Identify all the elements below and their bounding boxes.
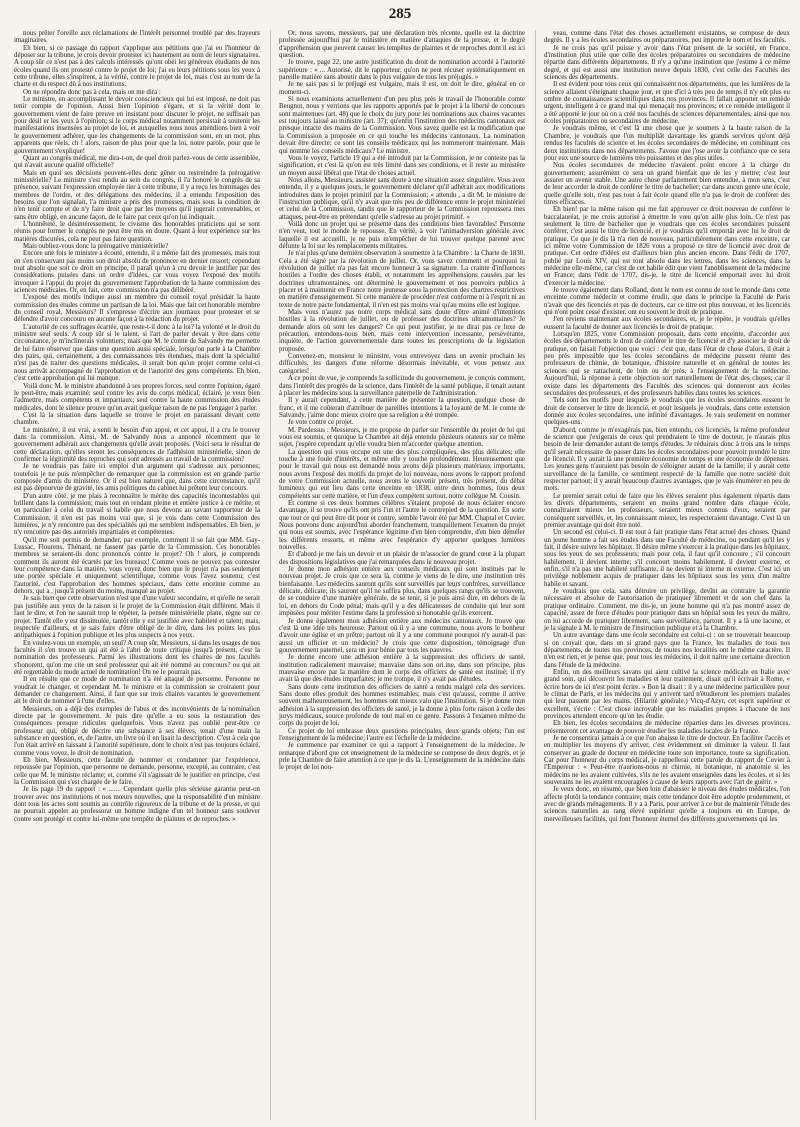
column-left [14,30,260,1120]
paragraph: L'exposé des motifs indique aussi un membre du conseil royal présidait la haute commission des études comme un partisan de la loi. Mais que fait cet honorable membre du conseil royal, Messieurs? Il s'empresse d'écrire aux journaux pour protester et se défendre d'avoir concouru en aucune façon à la rédaction du projet. [14,294,260,324]
paragraph: J'en reviens maintenant aux écoles secondaires, et, je le répète, je voudrais qu'elles eussent la faculté de donner aux licenciés le droit de pratique. [544,316,790,331]
paragraph: Or, nous savons, messieurs, par une déclaration très récente, quelle est la doctrine professée aujourd'hui par le ministère en matière d'attaques de la presse, et le degré d'appréhension que peuvent causer les tempêtes de plaintes et de reproches dont il est ici question. [279,30,525,60]
paragraph: Ce projet de loi embrasse deux questions principales, deux grands objets; l'un est l'enseignement de la médecine; l'autre est l'échelle de la médecine. [279,727,525,742]
column-right [535,30,790,1120]
paragraph: Mais vous n'aurez pas notre corps médical sans doute d'être animé d'intentions hostiles à la révolution de juillet, ou de professer des doctrines ultramontaines? Je demande alors où sont les dangers? Ce qui peut justifier, je ne dirai pas ce luxe de précaution, entendons-nous bien, mais cette intervention incessante, persévérante, inquiète, de l'action gouvernementale dans toutes les prescriptions de la législation proposée. [279,309,525,353]
paragraph: nous prêter l'oreille aux réclamations de l'intérêt personnel troublé par des frayeurs imaginaires. [14,30,260,45]
paragraph: Je n'ai plus qu'une dernière observation à soumettre à la Chambre : la Charte de 1830. Cela a été signé par la révolution de juillet. Or, vous savez comment et pourquoi la révolution de juillet n'a pas fait encore honneur à sa signature. La crainte d'influences hostiles a l'ordre des choses établi, et notamment les appréhensions causées par les doctrines ultramontaines, ont déterminé le gouvernement et nos pouvoirs publics à placer et à maintenir en France notre jeunesse sous la protection des chartres restrictives en matière d'enseignement. Si cette manière de procéder n'est conforme ni à l'esprit ni au texte de notre pacte fondamental, il n'en est pas moins vrai qu'au moins elle est logique. [279,250,525,309]
paragraph: Il est évident pour tous ceux qui connaissent nos départements, que les lumières de la science allaient s'éteignant chaque jour, et que d'ici à très peu de temps il n'y eût plus eu ombre de connaissances scientifiques dans nos provinces. Il fallait apporter un remède urgent, intelligent à ce grand mal qui menaçait nos provinces; et ce remède intelligent il a été apporté le jour où on a créé nos facultés de sciences départementales, ainsi que nos écoles préparatoires ou secondaires de médecine. [544,81,790,126]
paragraph: Le premier serait celui de faire que les élèves seraient plus également répartis dans les divers départements, seraient en moins grand nombre dans chaque école, connaîtraient mieux les professeurs, seraient mieux connus d'eux, seraient par conséquent surveillés, et, les connaissant mieux, les respecteraient davantage. C'est là un premier avantage qui doit être noté. [544,492,790,530]
paragraph: Voilà donc M. le ministre abandonné à ses propres forces, seul contre l'opinion, égaré le peut-être, mais examiné; seul contre les avis du corps médical, éclairé, je veux bien l'admettre, mais compétents et impartiaux; seul contre la haute commission des études médicales, dont le silence prouve qu'un avait quelque raison de ne pas l'engager à parler. [14,382,260,412]
paragraph: Je ne crois pas qu'il puisse y avoir dans l'état présent de la société, en France, d'institution plus utile que celle des écoles préparatoires ou secondaires de médecine répartie dans différents départements. Il n'y a qu'une institution que j'estime à ce même degré, et qui est aussi une institution neuve depuis 1830, c'est celle des Facultés des sciences des départements. [544,44,790,82]
paragraph: Je donne encore une adhésion entière à la suppression des officiers de santé, institution radicalement mauvaise; mauvaise dans son ori.ine, dans son principe, plus mauvaise encore par la manière dont le corps des officiers de santé est institué; il n'y avait là que des études imparfaites; je me trompe, il n'y avait pas d'études. [279,654,525,684]
paragraph: Je donne mon adhésion entière aux conseils médicaux qui sont institués par le nouveau projet. Je crois que ce sera là, comme je viens de le dire, une institution très bienfaisante. Les médecins sauront qu'ils sont surveillés par leurs confrères, surveillance délicate, délicate; ils sauront qu'il ne suffira plus, dans quelques rangs qu'ils se trouvent, de se conduire d'une manière générale, de se tenir, si je puis ainsi dire, en dehors de la loi, en dehors du Code pénal; mais qu'il y a des délicatesses de conduite qui leur sont imposées pour mériter l'estime dans la profession si honorable qu'ils exercent. [279,566,525,618]
paragraph: Et comme si ces deux hommes célèbres s'étaient proposé de nous éclairer encore davantage, il se trouve qu'ils ont pris l'un et l'autre le contrepied de la question. En sorte que tout ce qui peut être dit pour et contre, semble l'avoir été par MM. Chaptal et Cuvier. Nous pouvons donc aujourd'hui aborder franchement, tranquillement l'examen du projet qui nous est soumis, avec l'espérance légitime d'en bien comprendre, d'en bien déméler les différents ressorts, et même avec l'espérance d'y apporter quelques lumières nouvelles. [279,500,525,552]
paragraph: Eh bien, si ce passage du rapport s'applique aux pétitions que j'ai eu l'honneur de déposer sur la tribune, je crois devoir protester ici hautement au nom de leurs signataires. A coup sûr ce n'est pas à des calculs intéressés qu'ont obéi les généreux étudiants de nos écoles quand ils ont protesté contre le projet de loi; j'ai eu leurs pétitions sous les yeux à cette tribune, elles s'inspirent, à la vérité, contre le projet de loi, mais c'est au nom de la charte et du respect dû à nos institutions. [14,44,260,89]
paragraph: A ce point de vue, je comprends la sollicitude du gouvernement, je conçois comment, dans l'intérêt des progrès de la science, dans l'intérêt de la santé publique, il tenait autant à placer les médecins sous la surveillance paternelle de l'administration. [279,375,525,397]
paragraph: Voilà donc un projet qui se présente dans des conditions bien favorables! Personne n'en veut, tout le monde le repousse. En vérité, à voir l'animadversion générale avec laquelle il est accueilli, je ne puis m'empêcher de lui trouver quelque parenté avec défunte la loi sur les remplacements militaires. [279,220,525,250]
paragraph: Je veux donc, en résumé, que bien loin d'abaisser le niveau des études médicales, l'on affecte plutôt la tendance contraire; mais cette tendance doit être adoptée prudemment, et avec de grands ménagements. Il y a à Paris, pour arriver à ce but de maintenir l'étude des sciences naturelles au rang élevé supérieur qu'elle a toujours eu en Europe, de merveilleuses facilités, qui font l'honneur éternel des différens gouvernemens qui les [544,786,790,823]
paragraph: veau, comme dans l'état des choses actuellement existantes, se compose de deux degrés. Il y a les écoles secondaires ou préparatoires, peu importe le nom et les facultés. [544,30,790,45]
paragraph: Un second est celui-ci. Il est tout à fait pratique dans l'état actuel des choses. Quand un jeune homme a fait ses études dans une Faculté de médecine, ou pendant qu'il les y fait, il désire suivre les hôpitaux. Il désire même s'exercer à la pratique dans les hôpitaux, sous les yeux de ses professeurs; mais pour cela, il faut qu'il concoure ; s'il concourt habilement, il devient interne; s'il concourt moins habilement, il devient externe, et enfin, s'il n'a pas une habileté suffisante, il ne devient ni interne ni externe. C'est ici un privilège noblement acquis de pratiquer dans les hôpitaux sous les yeux d'un maître habile et savant. [544,529,790,588]
paragraph: Je trouve, page 22, une autre justification du droit de nomination accordé à l'autorité supérieure : « ... Autorisé, dit le rapporteur, qu'on ne peut récuser systématiquement en pareille matière sans aboutir dans le plus vulgaire de tous les préjugés. » [279,59,525,82]
paragraph: Je voudrais même, et c'est là une chose que je soumets à la haute raison de la Chambre, je voudrais que l'on multipliât davantage les grands services qu'ont déjà rendus les facultés de science et les écoles secondaires de médecine, en combinant ces deux institutions dans nos départements. J'avoue que j'ose avoir la confiance que ce sera pour eux une source de lumières très puissantes et des plus utiles. [544,125,790,162]
paragraph: Vous le voyez, l'article 19 qui a été introduit par la Commission, je ne conteste pas la signification, et c'est là qu'on est très limité dans ses conditions, et il reste au ministère un moyen aussi libéral que l'état de choses actuel. [279,154,525,177]
paragraph: Sans doute cette institution des officiers de santé a rendu malgré cela des services. Sans doute elles produit des hommes estimables; mais c'est qu'aussi, comme il arrive souvent malheureusement, les hommes ont mieux valu que l'institution. Si je donne mon adhésion à la suppression des officiers de santé, je la donne à plus forte raison à celle des jurys médicaux, source profonde de tout mal en ce genre. Passons à l'examen même du corps du projet de loi. [279,683,525,728]
page-number: 285 [388,6,412,22]
paragraph: Il y aurait cependant, à cette manière de présenter la question, quelque chose de franc, et il me coûterait d'attribuer de pareilles intentions à la loyauté de M. le comte de Salvandy, j'aime donc mieux croire que sa religion a été trompée. [279,397,525,419]
paragraph: Convenez-en, monsieur le ministre, vous entrevoyez dans un avenir prochain les difficultés, les dangers d'une réforme désormais inévitable, et vous pensez aux catégories! [279,353,525,375]
text-columns [14,30,790,1120]
paragraph: Qu'il me soit permis de demander, par exemple, comment il se fait que MM. Gay-Lussac, Flourens, Thénard, ne fassent pas partie de la Commission. Ces honorables membres se seraient-ils donc prononcés contre le projet? Oh ! alors, je comprends comment ils auront été écartés par les bureaux! Comme vous ne pouvez pas contester leur compétence dans la matière, vous voyez donc bien que le projet n'a pas seulement une portée spéciale et uniquement scientifique, comme vous l'avez soutenu; c'est l'autorité, c'est l'approbation des hommes spéciaux, dans cette enceinte comme au dehors, qui a , jusqu'à présent du moins, manqué au projet. [14,536,260,596]
paragraph: Eh bien, Messieurs, cette faculté de nommer et condamner par l'expérience, repoussée par l'opinion, que personne ne demande, personne, excepté, au contraire, c'est celle que M. le ministre réclame; et, comme s'il s'agissait de le justifier en principe, c'est la Commission qui s'est chargée de le faire. [14,757,260,787]
paragraph: L'honnêteté, le désintéressement, le civisme des honorables praticiens qui se sont réunis pour former le congrès ne peut être mis en doute. Quant à leur expérience sur les matières discutées, cela ne peut pas faire question. [14,220,260,243]
paragraph: Un autre avantage dans une école secondaire est celui-ci : on se trouverait beaucoup si on croyait que, dans un si grand pays que la France, les maladies de tous nos départements, de toutes nos provinces, de toutes nos localités ont le même caractère. Il n'en est rien, et je pense que, pour tous les médecins, il doit naître une certaine direction dans l'étude de la médecine. [544,632,790,669]
paragraph: La question qui vous occupe est une des plus compliquées, des plus délicates; elle touche à une foule d'intérêts, et même elle y touche profondément. Heureusement que pour le travail qui nous est demandé nous avons déjà plusieurs matériaux importants, nous avons l'exposé des motifs du projet de loi nouveau, nous avons le rapport profond de votre Commission actuelle, nous avons le souvenir présent, très présent, du débat lumineux qui eut lieu dans cette enceinte en 1838, entre deux hommes, tous deux compétents sur cette matière, et l'un d'eux compétent surtout, notre collègue M. Cousin. [279,448,525,500]
paragraph: Et d'abord je me fais un devoir et un plaisir de m'associer de grand cœur à la plupart des dispositions législatives que j'ai remarquées dans le nouveau projet. [279,551,525,566]
paragraph: Enfin, un des meilleurs savans qui aient cultivé la science médicale en Italie avec grand soin, qui découvrit les maladies et leur traitement, disait qu'il écrivait à Rome, « écrire hors de ici n'est point écrire. » Bon là disait : il y a une médecine particulière pour le climat de Paris, et les médecins qui y arrivent tard n'étudieront les premiers malades qui leur passent par les mains. (Hilarité générale.) Vicq-d'Azyr, cet esprit supérieur et excellent, s'écrie : C'est chose incroyable que les maladies propres à chacune de nos provinces attendent encore qu'on les étudie. [544,668,790,720]
paragraph: Je trouve également dans Rolland, dont le nom est connu de tout le monde dans cette enceinte comme médecin et comme érudit, que dans le principe la Faculté de Paris n'avait que des licenciés et pas de docteurs, car ce titre est plus nouveau, et les licenciés qui n'ont point cessé d'exister, ont eu souvent le droit de pratique. [544,287,790,317]
paragraph: Mais en quoi ses décisions peuvent-elles donc gêner ou restreindre la prérogative ministérielle? Le ministre s'est rendu au sein du congrès, il l'a honoré le congrès de sa présence, suivant l'expression employée tier à cette tribune, il y a reçu les hommages des membres de l'ordre, et des délégations des médecins, il a entendu l'exposition des besoins que l'on signalait, l'a ministre a pris des promesses, mais sous la condition de n'en tenir compte et de n'y faire droit que par les moyens qu'il jugerait convenables, et sans être obligé, en aucune façon, de le faire par ceux qu'on lui indiquait. [14,169,260,221]
paragraph: L'autorité de ces suffrages écartée, que reste-t-il donc à la loi? la volonté et le droit du ministre seul seuls. A coup sûr si le talent, si l'art de parler devait y être dans cette circonstance, je m'inclinerais volontiers; mais que M. le comte de Salvandy me permette de lui faire observer que dans une question aussi spéciale, lorsqu'on parle à la Chambre des pairs, qui, certainement, a des connaissances très étendues, mais dont la spécialité n'est pas de traiter des questions médicales, il serait bon qu'un projet comme celui-ci nous arrivât accompagné de l'approbation et de l'autorité des gens compétents. Eh bien, c'est cette approbation qui lui manque. [14,323,260,383]
paragraph: Encore une fois le ministre a écouté, entendu, il a même fait des promesses, mais tout en s'en conservant pas moins son droit absolu de prononcer en dernier ressort; cependant tout absolu que soit ce droit en principe, il paraît qu'un à cru devoir le justifier par des considérations puisées dans un ordre d'idées, car vous voyez l'exposé des motifs invoquer à l'appui du projet du gouvernement l'approbation de la haute commission des sciences médicales. Or, en fait, cette commission n'a pas délibéré. [14,250,260,295]
paragraph: Je lis page 19 du rapport : « ....... Cependant quelle plus sérieuse garantie peut-on trouver avec nos institutions et nos mœurs nouvelles, que la responsabilité d'un ministre dont tous les actes sont soumis au contrôle rigoureux de la tribune et de la presse, et qui ne pourrait appeler au professorat un homme indigne d'un tel honneur sans soulever contre son protégé et contre lui-même une tempête de plaintes et de reproches. » [14,786,260,823]
paragraph: Nos écoles secondaires de médecine n'avaient point encore à la charge du gouvernement; assurément ce sera un grand bienfait que de les y mettre; c'est leur assurer un avenir stable. Une autre chose parfaitement bien entendue, à mon sens, c'est de leur accorder le droit de conférer le titre de bachelier; car dans aucun genre une école, quelle qu'elle soit, n'est pas tout à fait école quand elle n'a pas le droit de conférer des titres efficaces. [544,162,790,206]
paragraph: C'est là la situation dans laquelle se trouve le projet en paraissant devant cette chambre. [14,411,260,427]
paragraph: Si nous examinions actuellement d'un peu plus près le travail de l'honorable comte Beugnot, nous y verrions que les rapports apportés par le projet à la liberté de concours sont maintenues (art. 48) que le choix du jury pour les nominations aux chaires vacantes est toujours laissé au ministre (art. 37); qu'enfin l'institution des médecins cantonaux est presque intacte des mains de la Commission. Vous savez quelle est la modification que la Commission a proposée en ce qui touche les médecins cantonaux. La nomination devait être directe; ce sont les conseils médicaux qui les nommeront maintenant. Mais qui nomme les conseils médicaux? Le ministre. [279,96,525,155]
paragraph: Mais oubliez-vous donc la prérogative ministérielle? [23,242,169,250]
paragraph: Messieurs, on a déjà des exemples de l'abus et des inconvénients de la nomination directe par le gouvernement. Je puis dire qu'elle a eu sous la restauration des conséquences presque ridicules quelquefois. Vous n'avez pas oublié peut-être ce professeur qui, obligé de décrire une substance à ses élèves, tenait d'une main la substance en question, et, de l'autre, un livre où il en lisait la description. C'est à cela que l'on était arrivé en laissant à l'autorité supérieure, dont le choix n'est pas toujours éclairé, comme vous voyez, le droit de nomination. [14,705,260,757]
paragraph: D'un autre côté, je me plais à reconnaître le mérite des capacités incontestables qui brillent dans la commission; mais tout en rendant pleine et entière justice à ce mérite, et en particulier à celui du travail si habile que nous devons au savant rapporteur de la Commission, il n'en est pas moins vrai que, si je vois dans cette Commission des lumières, je n'y rencontre pas des spécialités qui me semblent indispensables. Eh bien, je n'y rencontre pas des autorités impartiales et compétentes. [14,492,260,537]
paragraph: Nous allons, Messieurs, assister sans doute à une situation assez singulière. Vous avez entendu, il y a quelques jours, le gouvernement déclarer qu'il adhérait aux modifications introduites dans le projet primitif par la Commission; « attendu , a dit M. le ministre de l'instruction publique, qu'il n'y avait que très peu de différence entre le projet ministériel et celui de la Commission, tandis que le rapporteur de la Commission repoussera mes attaques, peut-être en prétendant qu'elle s'adresse au projet primitif. » [279,176,525,221]
paragraph: Il en résulte que ce mode de nomination n'a été attaqué de personne. Personne ne voudrait le changer, et cependant M. le ministre et la commission se croiraient pour demander ce changement. Ainsi, il faut que sur trois chaires vacantes le gouvernement ait le droit de nommer à l'une d'elles. [14,676,260,706]
paragraph: Lorsqu'en 1825, votre Commission proposait, dans cette enceinte, d'accorder aux écoles des départements le droit de conférer le titre de licencié et d'y associer le droit de pratique, on faisait l'objection que voici : c'est que, dans l'état de chose d'alors, il était à peu près impossible que les écoles secondaires de médecine pussent réunir des professeurs de chimie, de botanique, d'histoire naturelle et en général de toutes les sciences qui se rattachent, de loin ou de près, à l'enseignement de la médecine. Aujourd'hui, la réponse à cette objection sort naturellement de l'état des choses; car il existe dans les départements des Facultés des sciences qui donneront aux écoles secondaires des professeurs, et des professeurs habiles dans toutes les sciences. [544,331,790,397]
paragraph: Tels sont les motifs pour lesquels je voudrais que les écoles secondaires eussent le droit de conserver le titre de licencié, et pour lesquels je voudrais, dans cette extension donnée aux écoles secondaires, une infinité d'avantages. Je vais seulement en nommer quelques-uns. [544,397,790,427]
paragraph: Je ne sais pas si le préjugé est vulgaire, mais il est, on doit le dire, général en ce moment-ci. [279,81,525,96]
paragraph: Le ministre, en accomplissant le devoir consciencieux qui lui est imposé, ne doit pas tenir compte de l'opinion. Aussi bien l'opinion s'égare, et si la vérité dont le gouvernement vient de faire preuve en insistant pour discuter le projet, ne suffisait pas pour désil er les yeux à l'opinion; si le corps médical notamment persistait à soutenir les manifestations insensées au projet de loi, et auxquelles nous nous attendions bien à voir le gouvernement adhérer, que les changements de la commission sont, en un mot, plus apparents que réels, ch ! alors, raison de plus pour que la loi, notre parole, pour que le gouvernement s'explique! [14,96,260,155]
paragraph: Je donne également mon adhésion entière aux médecins cantonaux. Je trouve que c'est là une idée très heureuse. Partout où il y a une commune, nous avons le bonheur d'avoir une église et un prêtre; partout où il y a une commune pourquoi n'y aurait-il pas aussi un officier et un médecin? Je crois que cette disposition, témoignage d'un gouvernement paternel, sera un jour bénie par tous les pauvres. [279,617,525,654]
paragraph: D'abord, comme je m'exagérais pas, bien entendu, ces licenciés, la même profondeur de science que j'exigerais de ceux qui prendraient le titre de docteur, je n'aurais plus besoin de leur demander autant de temps d'études. Je réduirais donc à trois ans le temps qu'il serait nécessaire de passer dans les écoles secondaires pour pouvoir prendre le titre de licencié. Il y aurait là une première économie de temps et une économie de dépenses. Les jeunes gens n'auraient pas besoin de s'éloigner autant de la famille; il y aurait cette surveillance de la famille, ce sentiment respecté de la famille que notre société doit respecter partout; il y aurait beaucoup d'autres avantages, que je vais énumérer en peu de mots. [544,426,790,493]
paragraph: On ne répondra donc pas à cela, mais on me dira : [23,88,161,96]
paragraph: Je vote contre ce projet. [288,419,354,427]
paragraph: Je voudrais que cela, sans détruire un privilège, devînt au contraire la garantie nécessaire et absolue de l'autorisation de pratiquer librement et de son chef dans la pratique ordinaire. Comment, me dis-je, un jeune homme qui n'a pas montré assez de capacité, assez de force d'études pour pratiquer dans un hôpital sous les yeux du maître, on lui accorde de pratiquer librement, sans surveillance, partout. Il y a là une lacune, et je la signale à M. le ministre de l'instruction publique et à la Chambre. [544,588,790,632]
paragraph: En voulez-vous un exemple, un seul? A coup sûr, Messieurs, si dans les usages de nos facultés il s'en trouve un qui ait été à l'abri de toute critique jusqu'à présent, c'est la nomination des professeurs. Parmi les illustrations dont les chaires de nos facultés s'honorent, qu'on me cite un seul professeur qui ait été nommé au concours? ou qui ait été regrettable du mode actuel de nomination! On ne le pourrait pas. [14,639,260,676]
paragraph: Quant au congrès médical, me dira-t-on, de quel droit parlez-vous de cette assemblée, qui n'avait aucune qualité officielle? [14,154,260,170]
paragraph: Eh bien! par la même raison qui me fait approuver ce droit nouveau de conférer le baccalauréat, je me crois autorisé à émettre le vœu qu'on aille plus loin. Ce n'est pas seulement le titre de bachelier que je voudrais que ces écoles secondaires puissent conférer, c'est aussi le titre de licencié, et je voudrais qu'il emportât avec lui le droit de pratique. Ce que je dis là n'a rien de nouveau, particulièrement dans cette enceinte, car ici même votre Commission de 1826 vous a proposé ce titre de licencié avec droit de pratique. Cet ordre d'idées est d'ailleurs bien plus ancien encore. Dans l'édit de 1707, publié par Louis XIV, qui est tout absolu dans les lettres, dans les sciences, dans la médecine elle-même, car c'est de cet habile édit que vient l'anoblissement de la médecine en France; dans l'édit de 1707, dis-je, le titre de licencié emportait avec lui droit d'exercer la médecine. [544,206,790,287]
paragraph: Je ne consentirai jamais à ce que l'on abaisse le titre de docteur. En faciliter l'accès et en multiplier les moyens d'y arriver, c'est évidemment en diminuer la valeur. Il faut conserver au grade de docteur en médecine toute son importance, toute sa signification. Car pour l'honneur du corps médical, je rappellerai cette parole du rapport de Cuvier à l'Empereur : « Peut-être n'aurions-nous ni chimie, ni botanique, ni anatomie si les médecins ne les avaient cultivées, s'ils ne les avaient enseignées dans les écoles, et si les souverains ne les avaient encouragées à cause de leurs rapports avec l'art de guérir. » [544,735,790,787]
paragraph: Le ministère, il est vrai, a senti le besoin d'un appui, et cet appui, il a cru le trouver dans la commission. Ainsi, M. de Salvandy nous a annoncé récemment que le gouvernement adhérait aux changements qu'elle avait proposés. (Voici sera le résultat de cette déclaration, qu'elles seront les conséquences de l'adhésion ministérielle, sinon de confirmer la légitimité des reproches qui sont adressés au travail de la commission? [14,426,260,463]
paragraph: Je ne voudrais pas faire ici emploi d'un argument qui s'adresse aux personnes; toutefois je ne puis m'empêcher de remarquer que la commission est en grande partie composée d'amis du ministère. Or il est bien naturel que, dans cette circonstance, qu'il est pas dépourvue de gravité, les amis politiques du cabinet lui prêtent leur concours. [14,463,260,493]
paragraph: Je commence par examiner ce qui a rapport à l'enseignement de la médecine. Je remarque d'abord que cet enseignement de la médecine se compose de deux degrés, et je prie la Chambre de faire attention à ce que je dis là. L'enseignement de la médecine dans le projet de loi nou- [279,742,525,772]
paragraph: Eh bien, les écoles secondaires de médecine réparties dans les diverses provinces, présenteront cet avantage de pouvoir étudier les maladies locales de la France. [544,720,790,735]
paragraph: M. Pardessus : Messieurs, je me propose de parler sur l'ensemble du projet de loi qui vous est soumis, et quoique la Chambre ait déjà entendu plusieurs orateurs sur ce même sujet, j'espère cependant qu'elle voudra bien m'accorder quelque attention. [279,426,525,449]
column-middle [270,30,525,1120]
paragraph: Je sais bien que cette observation n'est que d'une valeur secondaire, et qu'elle ne serait pas justifiée aux yeux de la raison si le projet de la Commission était différent. Mais il faut le dire, et l'on ne saurait trop le répéter, la pensée ministérielle plane, règne sur ce projet. Tantôt elle y est dissimulée, tantôt elle y est justifiée avec habileté et talent; mais, respectée d'ailleurs, et je sais faire d'être obligé de le dire, dans les points les plus antipathiques à l'opinion publique et les plus suspects à nos yeux. [14,595,260,640]
